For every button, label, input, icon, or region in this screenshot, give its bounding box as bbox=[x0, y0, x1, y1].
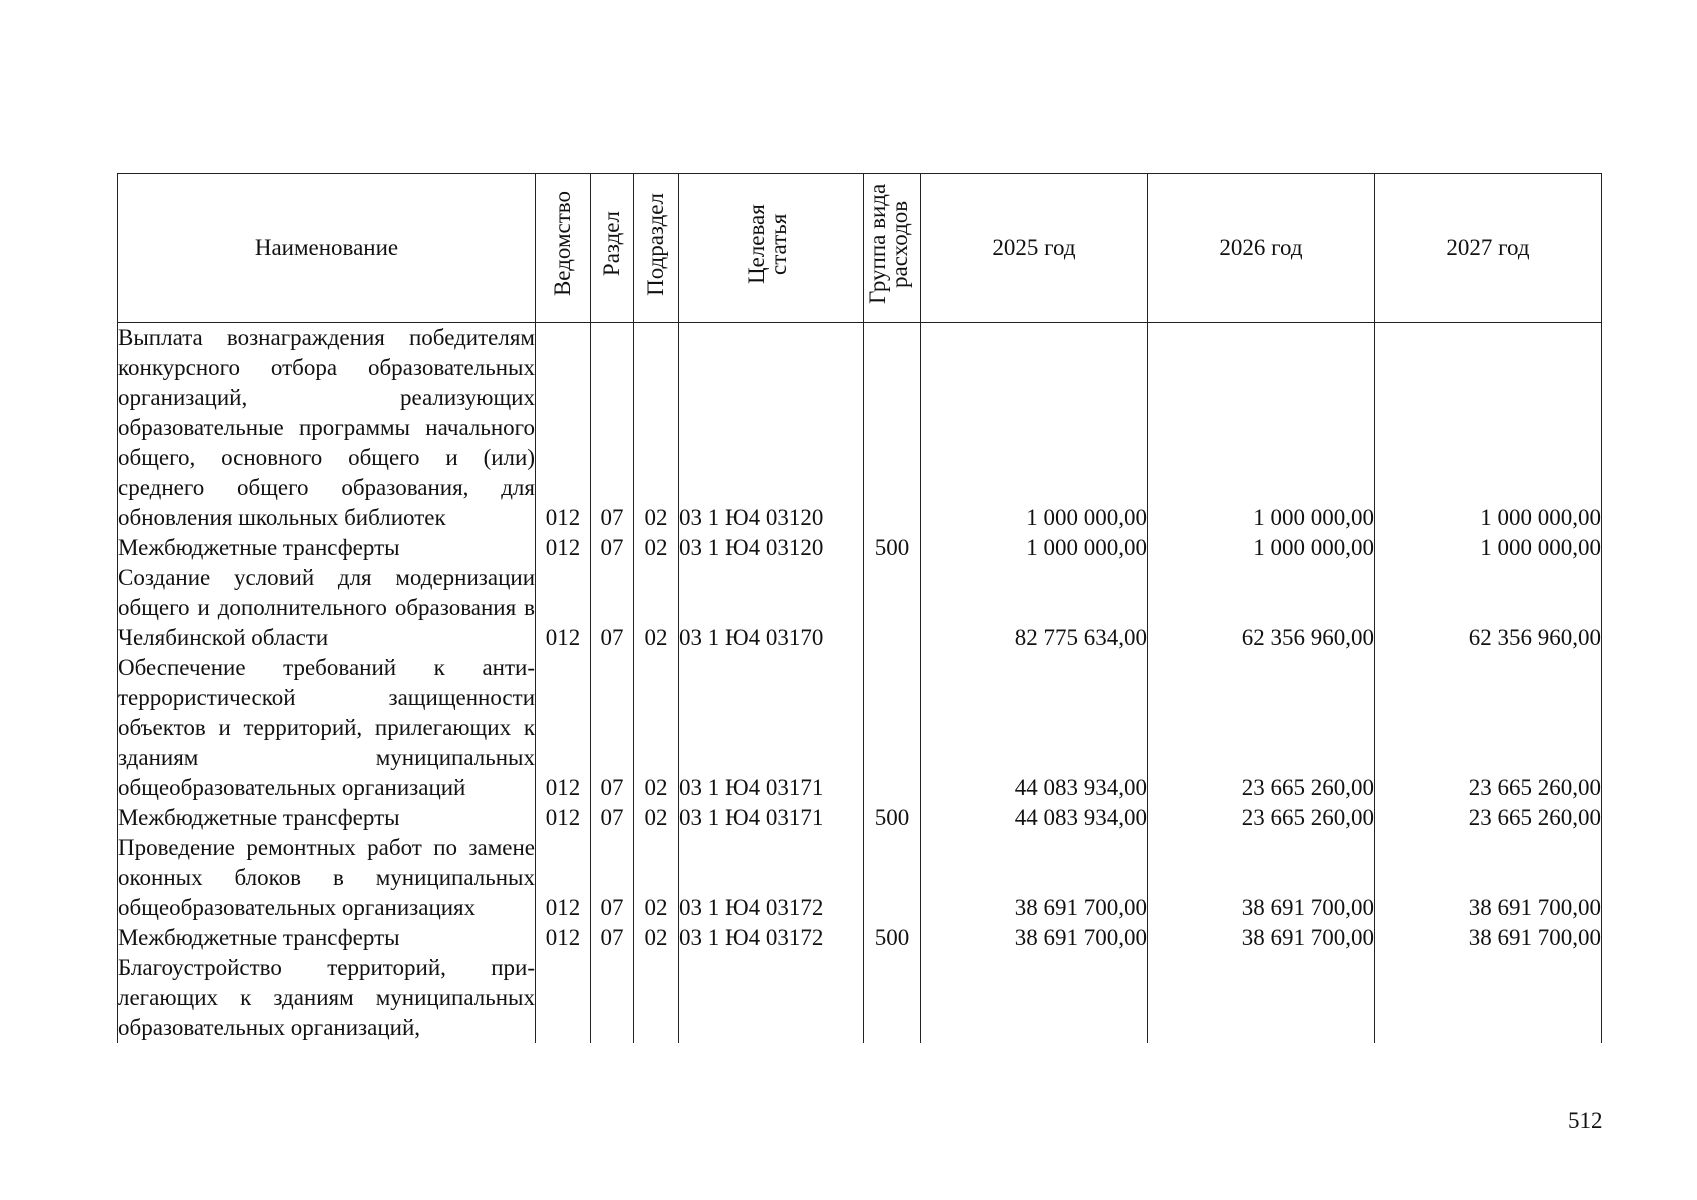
cell-year-2027: 23 665 260,00 bbox=[1375, 803, 1602, 833]
cell-section: 07 bbox=[591, 833, 634, 923]
cell-target bbox=[679, 953, 864, 1043]
cell-year-2026: 38 691 700,00 bbox=[1148, 923, 1375, 953]
cell-name: Создание условий для модернизации общего и дополнительного образования в Челябинской области bbox=[118, 563, 536, 653]
cell-name: Благоустройство территорий, прилегающих к зданиям муниципальных образовательных организаций, bbox=[118, 953, 536, 1043]
cell-year-2026: 38 691 700,00 bbox=[1148, 833, 1375, 923]
cell-section: 07 bbox=[591, 323, 634, 534]
cell-subsection: 02 bbox=[634, 803, 679, 833]
cell-year-2026: 23 665 260,00 bbox=[1148, 803, 1375, 833]
table-row bbox=[118, 323, 1602, 534]
cell-year-2025: 38 691 700,00 bbox=[921, 923, 1148, 953]
cell-year-2026: 1 000 000,00 bbox=[1148, 533, 1375, 563]
cell-target: 03 1 Ю4 03172 bbox=[679, 833, 864, 923]
cell-expense-group bbox=[864, 323, 921, 534]
table-row bbox=[118, 833, 1602, 923]
cell-year-2026 bbox=[1148, 953, 1375, 1043]
cell-name: Обеспечение требований к антитеррористической защищенности объектов и территорий, прилегающих к зданиям муниципальных общеобразовательных организаций bbox=[118, 653, 536, 803]
table-row bbox=[118, 653, 1602, 803]
header-target: Целевая статья bbox=[679, 174, 864, 323]
cell-expense-group bbox=[864, 833, 921, 923]
cell-expense-group bbox=[864, 953, 921, 1043]
header-year-2025: 2025 год bbox=[921, 174, 1148, 323]
cell-subsection: 02 bbox=[634, 833, 679, 923]
header-department: Ведомство bbox=[536, 174, 591, 323]
cell-department: 012 bbox=[536, 653, 591, 803]
cell-subsection: 02 bbox=[634, 923, 679, 953]
cell-subsection bbox=[634, 953, 679, 1043]
table-row bbox=[118, 953, 1602, 1043]
cell-subsection: 02 bbox=[634, 533, 679, 563]
cell-expense-group: 500 bbox=[864, 533, 921, 563]
cell-expense-group: 500 bbox=[864, 803, 921, 833]
cell-department: 012 bbox=[536, 533, 591, 563]
cell-year-2027: 1 000 000,00 bbox=[1375, 323, 1602, 534]
cell-year-2026: 23 665 260,00 bbox=[1148, 653, 1375, 803]
cell-year-2025: 1 000 000,00 bbox=[921, 323, 1148, 534]
table-row bbox=[118, 563, 1602, 653]
cell-target: 03 1 Ю4 03120 bbox=[679, 323, 864, 534]
cell-name: Межбюджетные трансферты bbox=[118, 803, 536, 833]
cell-section: 07 bbox=[591, 653, 634, 803]
cell-year-2025: 44 083 934,00 bbox=[921, 653, 1148, 803]
cell-target: 03 1 Ю4 03172 bbox=[679, 923, 864, 953]
cell-department: 012 bbox=[536, 323, 591, 534]
cell-year-2025: 82 775 634,00 bbox=[921, 563, 1148, 653]
cell-year-2027: 23 665 260,00 bbox=[1375, 653, 1602, 803]
table-row bbox=[118, 533, 1602, 563]
cell-subsection: 02 bbox=[634, 653, 679, 803]
cell-year-2027: 1 000 000,00 bbox=[1375, 533, 1602, 563]
header-row bbox=[118, 174, 1602, 323]
cell-department: 012 bbox=[536, 563, 591, 653]
cell-name: Межбюджетные трансферты bbox=[118, 533, 536, 563]
cell-year-2026: 1 000 000,00 bbox=[1148, 323, 1375, 534]
cell-subsection: 02 bbox=[634, 563, 679, 653]
cell-year-2025: 38 691 700,00 bbox=[921, 833, 1148, 923]
cell-target: 03 1 Ю4 03171 bbox=[679, 803, 864, 833]
cell-expense-group: 500 bbox=[864, 923, 921, 953]
cell-section bbox=[591, 953, 634, 1043]
cell-name: Проведение ремонтных работ по замене оконных блоков в муниципальных общеобразовательных организациях bbox=[118, 833, 536, 923]
cell-expense-group bbox=[864, 653, 921, 803]
cell-subsection: 02 bbox=[634, 323, 679, 534]
cell-department: 012 bbox=[536, 803, 591, 833]
cell-target: 03 1 Ю4 03120 bbox=[679, 533, 864, 563]
page-number: 512 bbox=[1568, 1108, 1603, 1133]
cell-department bbox=[536, 953, 591, 1043]
cell-section: 07 bbox=[591, 533, 634, 563]
cell-year-2025: 44 083 934,00 bbox=[921, 803, 1148, 833]
table-row bbox=[118, 923, 1602, 953]
cell-target: 03 1 Ю4 03171 bbox=[679, 653, 864, 803]
header-year-2027: 2027 год bbox=[1375, 174, 1602, 323]
header-name: Наименование bbox=[118, 174, 536, 323]
cell-target: 03 1 Ю4 03170 bbox=[679, 563, 864, 653]
header-section: Раздел bbox=[591, 174, 634, 323]
cell-department: 012 bbox=[536, 833, 591, 923]
cell-department: 012 bbox=[536, 923, 591, 953]
cell-section: 07 bbox=[591, 923, 634, 953]
cell-name: Выплата вознаграждения победителям конкурсного отбора образовательных организаций, реализующих образовательные программы начального общего, основного общего и (или) среднего общего образования, для обновления школьных библиотек bbox=[118, 323, 536, 534]
table-row bbox=[118, 803, 1602, 833]
cell-year-2026: 62 356 960,00 bbox=[1148, 563, 1375, 653]
cell-section: 07 bbox=[591, 563, 634, 653]
cell-year-2025 bbox=[921, 953, 1148, 1043]
cell-year-2027: 38 691 700,00 bbox=[1375, 833, 1602, 923]
cell-year-2027: 38 691 700,00 bbox=[1375, 923, 1602, 953]
header-subsection: Подраздел bbox=[634, 174, 679, 323]
budget-table bbox=[117, 173, 1602, 1043]
cell-year-2025: 1 000 000,00 bbox=[921, 533, 1148, 563]
cell-section: 07 bbox=[591, 803, 634, 833]
cell-name: Межбюджетные трансферты bbox=[118, 923, 536, 953]
header-expense-group: Группа вида расходов bbox=[864, 174, 921, 323]
table-body bbox=[118, 323, 1602, 1044]
header-year-2026: 2026 год bbox=[1148, 174, 1375, 323]
cell-year-2027: 62 356 960,00 bbox=[1375, 563, 1602, 653]
cell-year-2027 bbox=[1375, 953, 1602, 1043]
cell-expense-group bbox=[864, 563, 921, 653]
